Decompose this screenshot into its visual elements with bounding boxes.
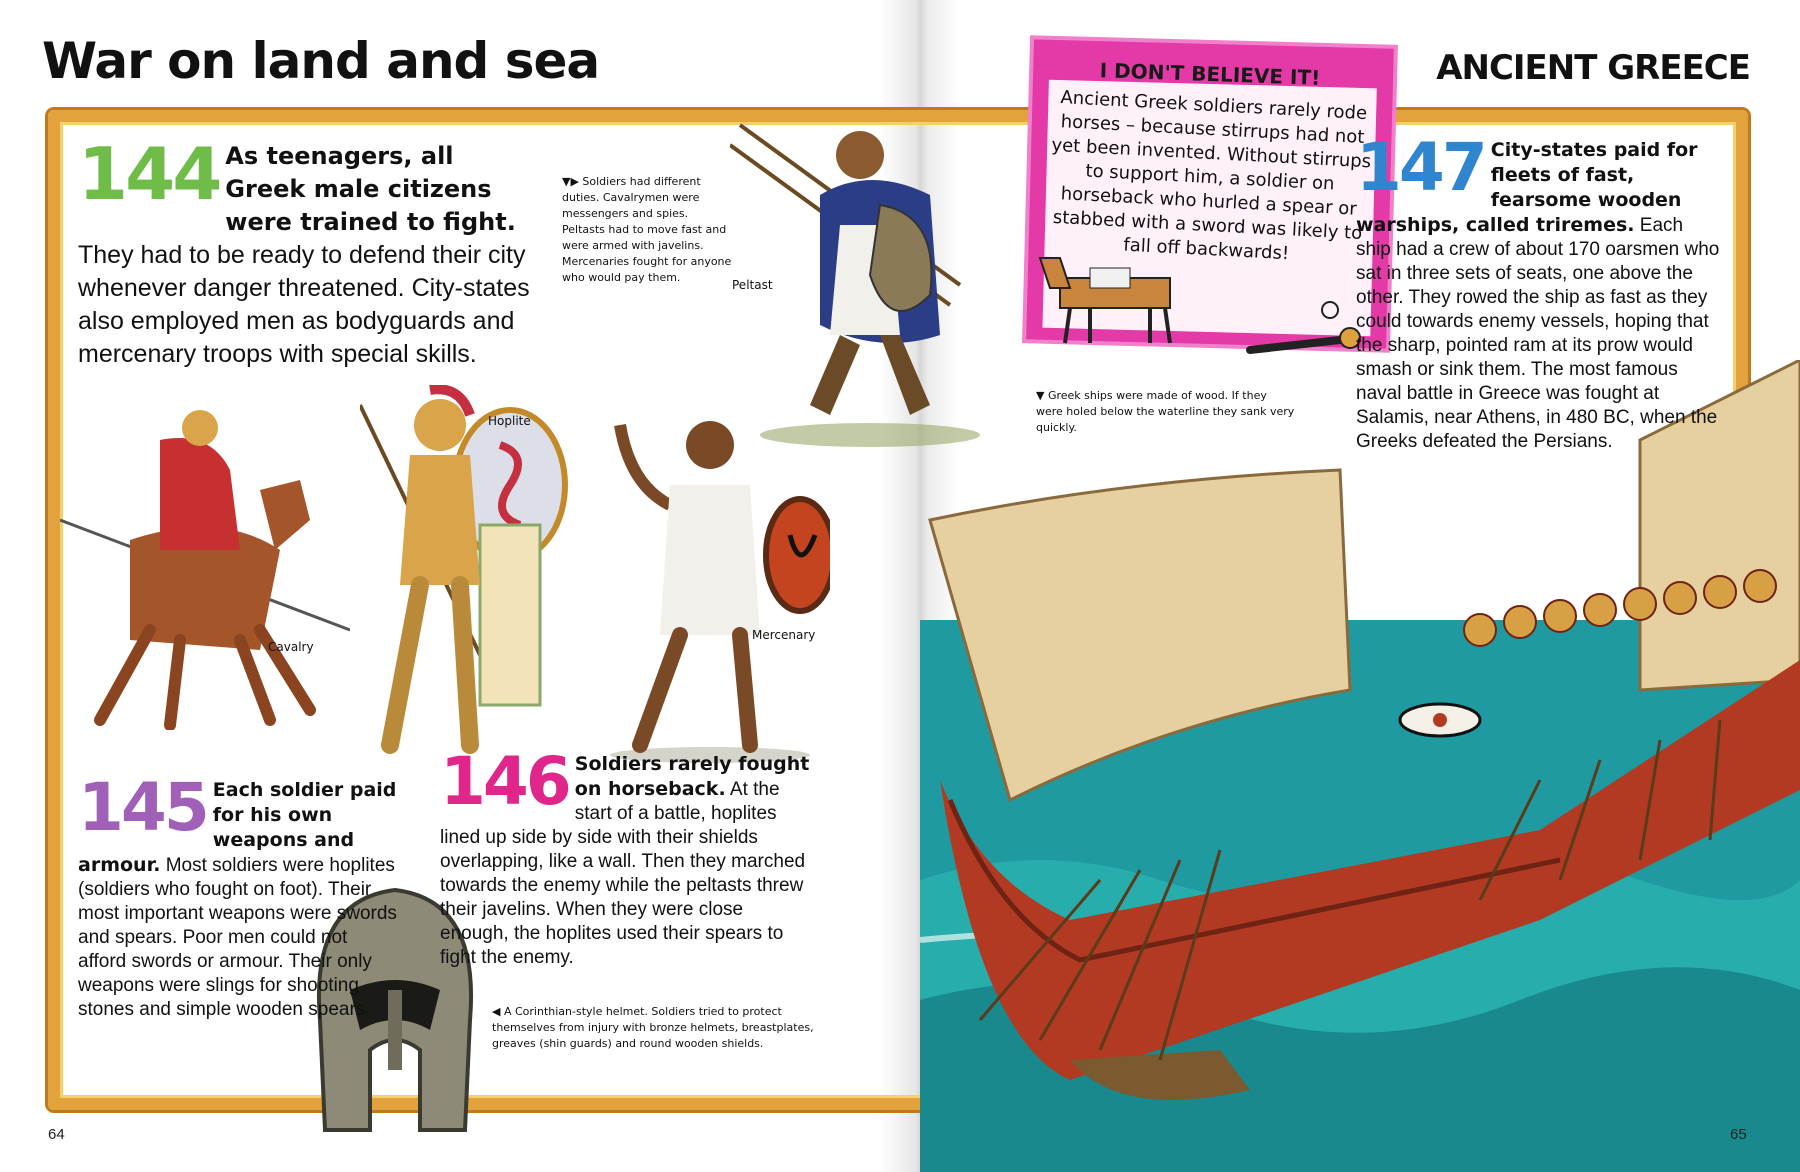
ships-caption: ▼ Greek ships were made of wood. If they were holed below the waterline they sank very quickly. (1036, 389, 1295, 434)
soldiers-caption: ▼▶ Soldiers had different duties. Cavalrymen were messengers and spies. Peltasts had to move fast and were armed with javelins. Mercenaries fought for anyone who would pay them. (562, 175, 732, 284)
cavalry-illustration (60, 400, 350, 730)
trireme-illustration (920, 360, 1800, 1172)
fallen-soldier-icon (1240, 300, 1370, 370)
page-number-right: 65 (1730, 1126, 1747, 1143)
fact-lead: As teenagers, all Greek male citizens were trained to fight. (225, 142, 516, 236)
cavalry-label: Cavalry (268, 640, 314, 654)
hoplite-illustration (360, 385, 570, 765)
fact-lead: City-states paid for fleets of fast, fearsome wooden warships, called triremes. (1356, 139, 1698, 236)
horse-icon (1030, 248, 1190, 348)
fact-144 (78, 132, 538, 371)
page-number-left: 64 (48, 1126, 65, 1143)
fact-body: Most soldiers were hoplites (soldiers who fought on foot). Their most important weapons were swords and spears. Poor men could not afford swords or armour. Their only weapons were slings for shooting stones and simple wooden spears. (78, 855, 397, 1020)
hoplite-label: Hoplite (488, 414, 531, 428)
mercenary-label: Mercenary (752, 628, 816, 642)
note-text: Ancient Greek soldiers rarely rode horses – because stirrups had not yet been invented. Without stirrups to support him, a soldier on horseback who hurled a spear or stabbed with a sword was likely to fall off backwards! (1050, 87, 1372, 265)
fact-lead: Soldiers rarely fought on horseback. (574, 753, 810, 800)
fact-147 (1356, 129, 1722, 454)
peltast-label: Peltast (732, 278, 773, 292)
fact-lead: Each soldier paid for his own weapons and armour. (78, 779, 397, 876)
fact-number: 144 (78, 132, 220, 216)
fact-145 (78, 769, 398, 1022)
fact-146 (440, 743, 810, 970)
page-title: War on land and sea (42, 32, 600, 90)
fact-number: 147 (1356, 129, 1485, 206)
note-heading: I DON'T BELIEVE IT! (1099, 58, 1321, 90)
fact-body: At the start of a battle, hoplites lined up side by side with their shields overlapping, like a wall. Then they marched towards the enemy while the peltasts threw their javelins. When they were close enough, the hoplites used their spears to fight the enemy. (440, 779, 806, 968)
section-title: ANCIENT GREECE (1436, 48, 1750, 88)
mercenary-illustration (600, 395, 830, 765)
fact-body: They had to be ready to defend their city whenever danger threatened. City-states also employed men as bodyguards and mercenary troops with special skills. (78, 241, 530, 368)
fact-body: Each ship had a crew of about 170 oarsmen who sat in three sets of seats, one above the other. They rowed the ship as fast as they could towards enemy vessels, hoping that the sharp, pointed ram at its prow would smash or sink them. The most famous naval battle in Greece was fought at Salamis, near Athens, in 480 BC, when the Greeks defeated the Persians. (1356, 215, 1720, 452)
fact-number: 145 (78, 769, 207, 846)
fact-number: 146 (440, 743, 569, 820)
helmet-caption: ◀ A Corinthian-style helmet. Soldiers tried to protect themselves from injury with bronze helmets, breastplates, greaves (shin guards) and round wooden shields. (492, 1005, 814, 1050)
